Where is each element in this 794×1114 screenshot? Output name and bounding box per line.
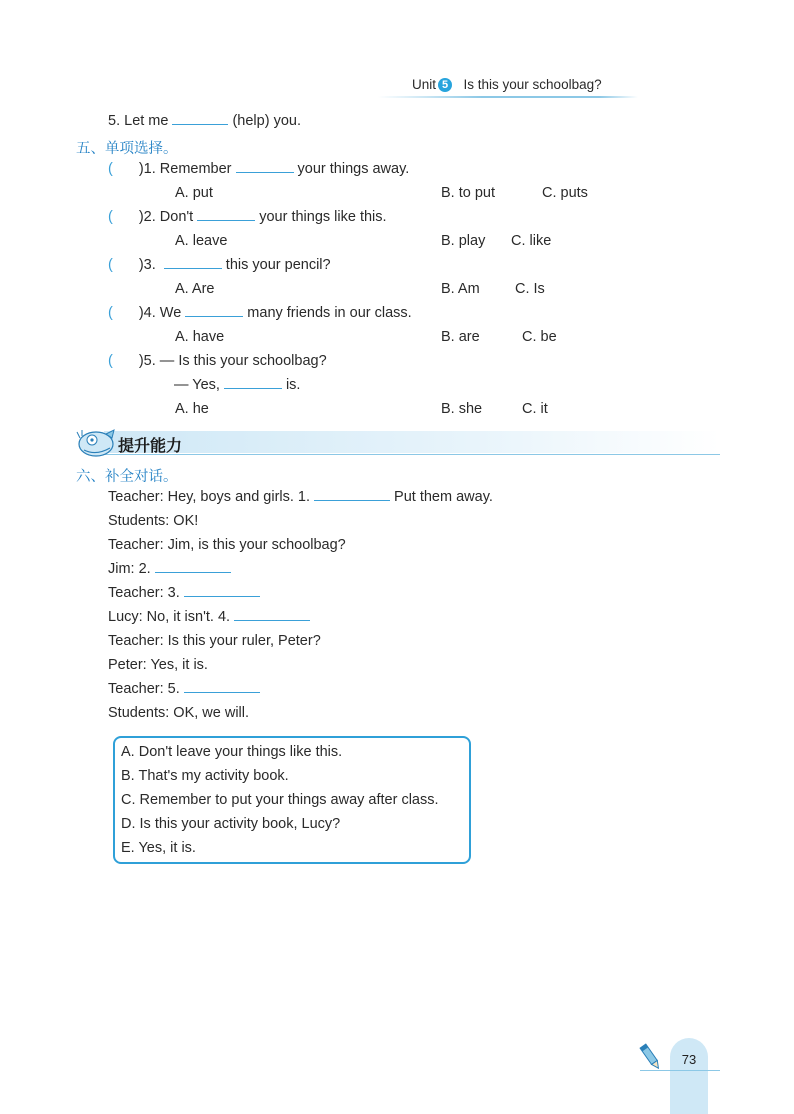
option-b: B. are xyxy=(441,329,480,345)
unit-word: Unit xyxy=(412,77,437,92)
option-b: B. play xyxy=(441,233,486,249)
running-header xyxy=(412,77,602,92)
dialogue-line: Teacher: 5. xyxy=(108,681,264,697)
dialogue-line: Students: OK, we will. xyxy=(108,705,250,721)
option-item: C. Remember to put your things away after class. xyxy=(121,792,439,808)
banner-title: 提升能力 xyxy=(118,438,183,455)
option-b: B. she xyxy=(441,401,483,417)
option-item: A. Don't leave your things like this. xyxy=(121,744,343,760)
question-4: ( )4. We many friends in our class. xyxy=(108,305,412,321)
option-c: C. puts xyxy=(542,185,588,201)
cartoon-character-icon xyxy=(76,428,120,458)
answer-blank[interactable] xyxy=(184,595,260,597)
answer-paren[interactable]: ( xyxy=(108,257,113,273)
unit-number-badge: 5 xyxy=(438,78,452,92)
answer-blank[interactable] xyxy=(185,315,243,317)
answer-blank[interactable] xyxy=(224,387,282,389)
question-5-line2: — Yes, is. xyxy=(174,377,301,393)
page-number: 73 xyxy=(681,1052,697,1067)
answer-blank[interactable] xyxy=(184,691,260,693)
option-c: C. Is xyxy=(515,281,545,297)
option-b: B. Am xyxy=(441,281,480,297)
option-a: A. have xyxy=(175,329,225,345)
option-a: A. Are xyxy=(175,281,215,297)
option-c: C. be xyxy=(522,329,557,345)
dialogue-line: Teacher: 3. xyxy=(108,585,264,601)
option-item: B. That's my activity book. xyxy=(121,768,289,784)
option-a: A. leave xyxy=(175,233,228,249)
answer-blank[interactable] xyxy=(155,571,231,573)
section-banner xyxy=(76,428,720,456)
option-item: E. Yes, it is. xyxy=(121,840,196,856)
banner-bar xyxy=(104,431,720,453)
dialogue-line: Teacher: Is this your ruler, Peter? xyxy=(108,633,321,649)
answer-paren[interactable]: ( xyxy=(108,209,113,225)
banner-rule xyxy=(104,454,720,455)
section6-title: 六、补全对话。 xyxy=(76,469,178,485)
dialogue-line: Teacher: Hey, boys and girls. 1. Put them away. xyxy=(108,489,493,505)
answer-paren[interactable]: ( xyxy=(108,305,113,321)
option-a: A. he xyxy=(175,401,209,417)
prev-item: 5. Let me (help) you. xyxy=(108,113,301,129)
dialogue-line: Teacher: Jim, is this your schoolbag? xyxy=(108,537,346,553)
dialogue-line: Jim: 2. xyxy=(108,561,235,577)
answer-paren[interactable]: ( xyxy=(108,353,113,369)
page-tab xyxy=(670,1038,708,1114)
answer-blank[interactable] xyxy=(197,219,255,221)
question-5: ( )5. — Is this your schoolbag? xyxy=(108,353,327,369)
question-2: ( )2. Don't your things like this. xyxy=(108,209,387,225)
dialogue-line: Peter: Yes, it is. xyxy=(108,657,208,673)
answer-blank[interactable] xyxy=(164,267,222,269)
answer-blank[interactable] xyxy=(236,171,294,173)
answer-blank[interactable] xyxy=(314,499,390,501)
unit-title: Is this your schoolbag? xyxy=(463,77,602,92)
section5-title: 五、单项选择。 xyxy=(76,141,178,157)
option-b: B. to put xyxy=(441,185,496,201)
question-1: ( )1. Remember your things away. xyxy=(108,161,410,177)
answer-paren[interactable]: ( xyxy=(108,161,113,177)
answer-blank[interactable] xyxy=(234,619,310,621)
answer-blank[interactable] xyxy=(172,123,228,125)
dialogue-line: Lucy: No, it isn't. 4. xyxy=(108,609,314,625)
option-c: C. it xyxy=(522,401,548,417)
question-3: ( )3. this your pencil? xyxy=(108,257,331,273)
dialogue-line: Students: OK! xyxy=(108,513,199,529)
header-rule xyxy=(378,96,638,98)
options-box xyxy=(113,736,471,864)
option-a: A. put xyxy=(175,185,213,201)
option-item: D. Is this your activity book, Lucy? xyxy=(121,816,341,832)
pencil-icon xyxy=(638,1042,662,1072)
option-c: C. like xyxy=(511,233,552,249)
